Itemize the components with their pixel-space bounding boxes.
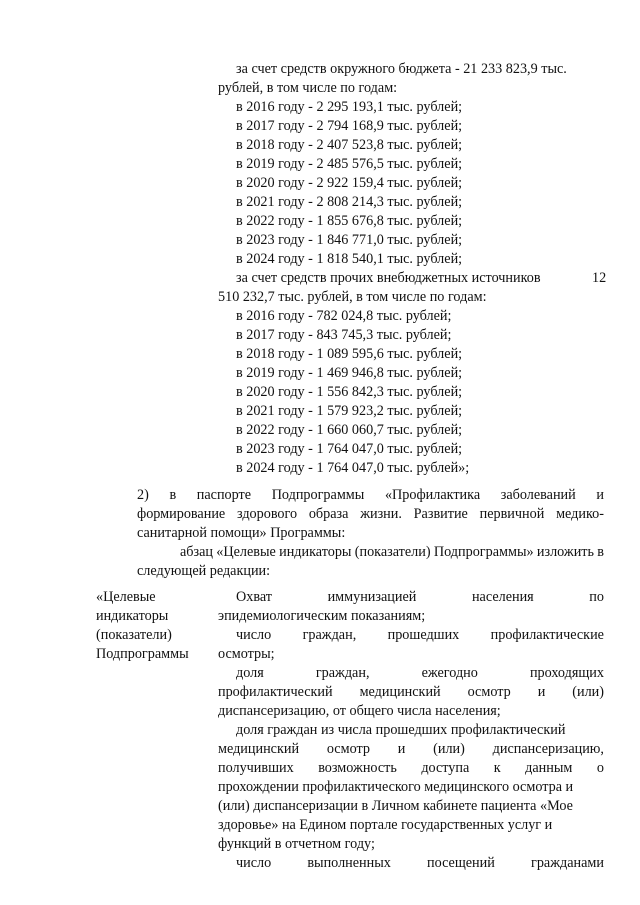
word: заболеваний: [500, 487, 576, 503]
word: число: [236, 627, 272, 643]
budget-year-2017: в 2017 году - 2 794 168,9 тыс. рублей;: [236, 118, 463, 134]
extrabudget-year-2022: в 2022 году - 1 660 060,7 тыс. рублей;: [236, 422, 463, 438]
word: «Профилактика: [384, 487, 481, 503]
extrabudget-year-2018: в 2018 году - 1 089 595,6 тыс. рублей;: [236, 346, 463, 362]
word: профилактический: [218, 684, 333, 700]
word: изложить: [536, 544, 594, 560]
indicator-4-line1: доля граждан из числа прошедших профилактический: [236, 722, 566, 738]
table-label-line4: Подпрограммы: [96, 646, 189, 662]
word: абзац: [180, 544, 214, 560]
budget-year-2016: в 2016 году - 2 295 193,1 тыс. рублей;: [236, 99, 463, 115]
word: к: [493, 760, 501, 776]
word: образа: [308, 506, 349, 522]
extrabudget-line-cont: 510 232,7 тыс. рублей, в том числе по годам:: [218, 289, 487, 305]
extrabudget-year-2016: в 2016 году - 782 024,8 тыс. рублей;: [236, 308, 452, 324]
item2-line1: [137, 486, 604, 504]
extrabudget-year-2020: в 2020 году - 1 556 842,3 тыс. рублей;: [236, 384, 463, 400]
budget-year-2018: в 2018 году - 2 407 523,8 тыс. рублей;: [236, 137, 463, 153]
word: (или): [433, 741, 465, 757]
indicator-4-line2: [218, 740, 604, 758]
extrabudget-year-2017: в 2017 году - 843 745,3 тыс. рублей;: [236, 327, 452, 343]
word: медицинский: [359, 684, 441, 700]
word: жизни.: [360, 506, 402, 522]
word: Подпрограммы»: [433, 544, 534, 560]
word: о: [596, 760, 604, 776]
word: получивших: [218, 760, 294, 776]
indicator-4-line6: здоровье» на Едином портале государственных услуг и: [218, 817, 553, 833]
indicator-5-line1: [236, 854, 604, 872]
indicator-2-line2: осмотры;: [218, 646, 275, 662]
word: медико-: [556, 506, 604, 522]
extrabudget-line: за счет средств прочих внебюджетных источников: [236, 270, 541, 286]
indicator-2-line1: [236, 626, 604, 644]
word: прошедших: [387, 627, 460, 643]
table-label-line2: индикаторы: [96, 608, 169, 624]
word: гражданами: [531, 855, 604, 871]
item2-line5: следующей редакции:: [137, 563, 271, 579]
indicator-3-line1: [236, 664, 604, 682]
word: посещений: [427, 855, 495, 871]
budget-year-2023: в 2023 году - 1 846 771,0 тыс. рублей;: [236, 232, 463, 248]
word: граждан,: [315, 665, 370, 681]
word: данным: [525, 760, 573, 776]
word: населения: [471, 589, 534, 605]
indicator-4-line4: прохождении профилактического медицинского осмотра и: [218, 779, 574, 795]
indicator-3-line2: [218, 683, 604, 701]
word: профилактические: [490, 627, 604, 643]
word: первичной: [479, 506, 545, 522]
word: диспансеризацию,: [492, 741, 604, 757]
indicator-3-line3: диспансеризацию, от общего числа населения;: [218, 703, 501, 719]
word: осмотр: [326, 741, 370, 757]
word: ежегодно: [421, 665, 478, 681]
word: и: [537, 684, 546, 700]
indicator-4-line7: функций в отчетном году;: [218, 836, 375, 852]
budget-year-2021: в 2021 году - 2 808 214,3 тыс. рублей;: [236, 194, 463, 210]
word: число: [236, 855, 272, 871]
word: и: [397, 741, 406, 757]
word: выполненных: [307, 855, 391, 871]
word: Подпрограммы: [271, 487, 365, 503]
budget-line-cont: рублей, в том числе по годам:: [218, 80, 398, 96]
word: формирование: [137, 506, 226, 522]
word: здорового: [236, 506, 298, 522]
budget-year-2024: в 2024 году - 1 818 540,1 тыс. рублей;: [236, 251, 463, 267]
word: в: [597, 544, 604, 560]
word: в: [169, 487, 177, 503]
word: иммунизацией: [327, 589, 417, 605]
word: Развитие: [413, 506, 468, 522]
word: осмотр: [467, 684, 511, 700]
item2-line3: санитарной помощи» Программы:: [137, 525, 346, 541]
extrabudget-year-2021: в 2021 году - 1 579 923,2 тыс. рублей;: [236, 403, 463, 419]
extrabudget-year-2024: в 2024 году - 1 764 047,0 тыс. рублей»;: [236, 460, 470, 476]
word: по: [589, 589, 604, 605]
word: паспорте: [196, 487, 252, 503]
item2-line2: [137, 505, 604, 523]
item2-line4: [180, 543, 604, 561]
table-label-line3: (показатели): [96, 627, 172, 643]
budget-year-2020: в 2020 году - 2 922 159,4 тыс. рублей;: [236, 175, 463, 191]
extrabudget-year-2023: в 2023 году - 1 764 047,0 тыс. рублей;: [236, 441, 463, 457]
word: доля: [236, 665, 264, 681]
word: «Целевые: [216, 544, 276, 560]
word: индикаторы: [279, 544, 352, 560]
extrabudget-year-2019: в 2019 году - 1 469 946,8 тыс. рублей;: [236, 365, 463, 381]
budget-line: за счет средств окружного бюджета - 21 233 823,9 тыс.: [236, 61, 567, 77]
word: (показатели): [354, 544, 431, 560]
budget-year-2019: в 2019 году - 2 485 576,5 тыс. рублей;: [236, 156, 463, 172]
word: и: [596, 487, 604, 503]
indicator-4-line3: [218, 759, 604, 777]
indicator-1-line2: эпидемиологическим показаниям;: [218, 608, 426, 624]
word: 2): [137, 487, 149, 503]
word: проходящих: [529, 665, 604, 681]
extrabudget-number-start: 12: [592, 270, 607, 286]
word: граждан,: [302, 627, 357, 643]
word: возможность: [318, 760, 397, 776]
indicator-4-line5: (или) диспансеризации в Личном кабинете пациента «Мое: [218, 798, 573, 814]
word: медицинский: [218, 741, 300, 757]
word: (или): [572, 684, 604, 700]
word: доступа: [421, 760, 470, 776]
word: Охват: [236, 589, 272, 605]
table-label-line1: «Целевые: [96, 589, 156, 605]
budget-year-2022: в 2022 году - 1 855 676,8 тыс. рублей;: [236, 213, 463, 229]
indicator-1-line1: [236, 588, 604, 606]
